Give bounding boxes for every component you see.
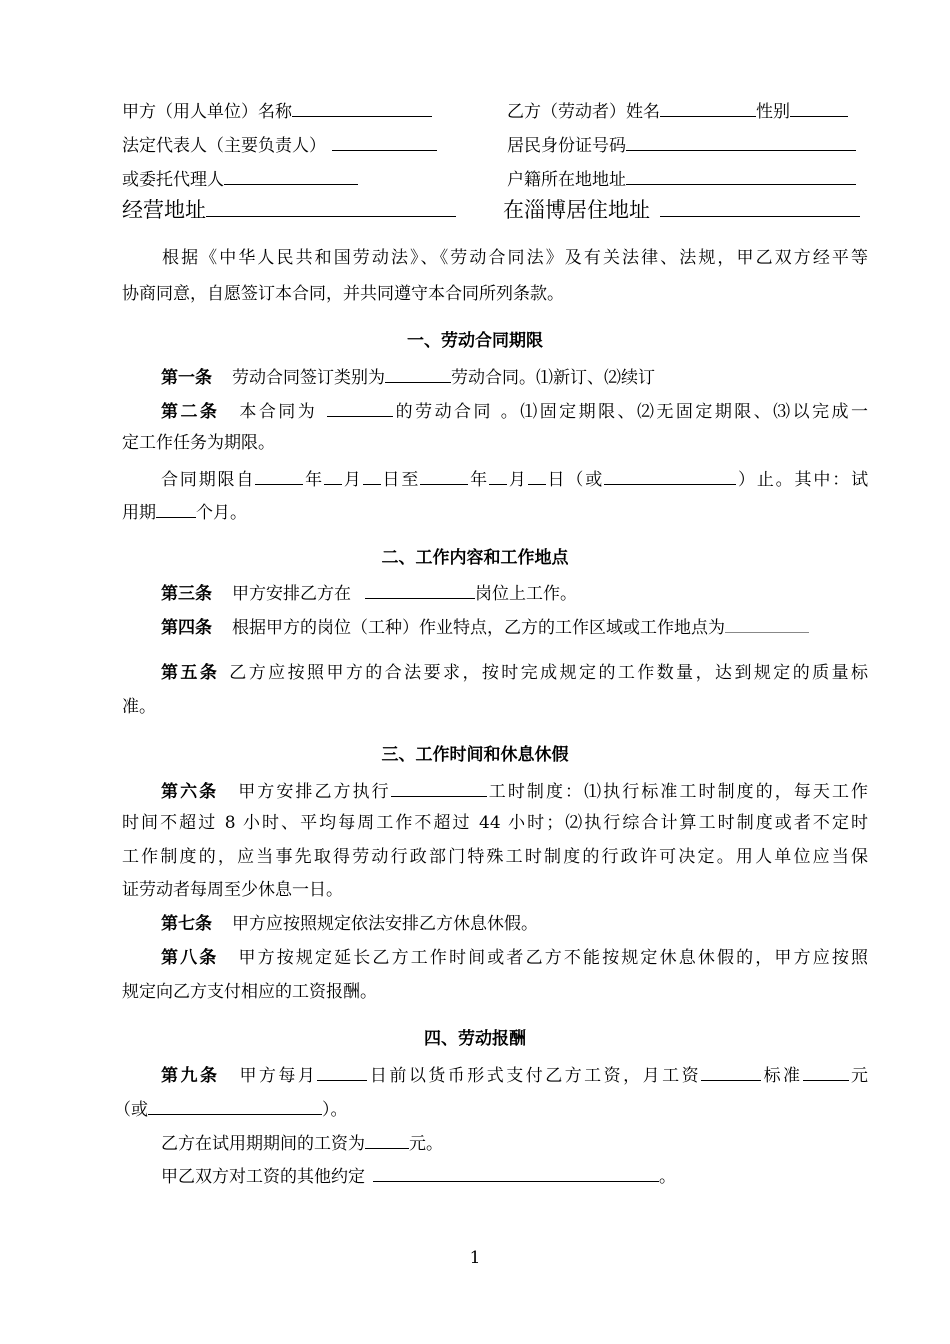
- business-address-blank[interactable]: [206, 194, 456, 217]
- other-wage-line: 甲乙双方对工资的其他约定 。: [161, 1163, 676, 1188]
- start-month-blank[interactable]: [324, 466, 342, 485]
- page-number: 1: [469, 1248, 481, 1268]
- id-number-field: 居民身份证号码: [507, 132, 856, 157]
- article-7: 第七条 甲方应按照规定依法安排乙方休息休假。: [161, 914, 538, 934]
- other-wage-blank[interactable]: [373, 1163, 659, 1182]
- employee-name-blank[interactable]: [660, 98, 756, 117]
- work-location-blank[interactable]: [725, 614, 809, 633]
- household-address-blank[interactable]: [626, 166, 856, 185]
- article-6-line-1: 第六条 甲方安排乙方执行 工时制度：⑴执行标准工时制度的，每天工作: [161, 778, 868, 803]
- probation-wage-blank[interactable]: [365, 1130, 409, 1149]
- section-4-title: 四、劳动报酬: [424, 1029, 526, 1049]
- probation-wage-line: 乙方在试用期期间的工资为 元。: [161, 1130, 443, 1155]
- gender-blank[interactable]: [790, 98, 848, 117]
- article-8-line-2: 规定向乙方支付相应的工资报酬。: [122, 982, 377, 1002]
- section-2-title: 二、工作内容和工作地点: [381, 548, 569, 568]
- start-day-blank[interactable]: [363, 466, 381, 485]
- zibo-address-blank[interactable]: [660, 194, 860, 217]
- article-6-line-4: 证劳动者每周至少休息一日。: [122, 880, 343, 900]
- section-3-title: 三、工作时间和休息休假: [381, 745, 569, 765]
- agent-blank[interactable]: [224, 166, 358, 185]
- employer-name-field: 甲方（用人单位）名称: [122, 98, 432, 123]
- article-1: 第一条 劳动合同签订类别为 劳动合同。⑴新订、⑵续订: [161, 364, 655, 389]
- employer-name-blank[interactable]: [292, 98, 432, 117]
- article-2-line-1: 第二条 本合同为 的劳动合同 。⑴固定期限、⑵无固定期限、⑶以完成一: [161, 398, 868, 423]
- article-2-line-2: 定工作任务为期限。: [122, 433, 275, 453]
- probation-months-blank[interactable]: [156, 499, 196, 518]
- contract-type-blank[interactable]: [385, 364, 451, 383]
- start-year-blank[interactable]: [255, 466, 303, 485]
- probation-line: 用期 个月。: [122, 499, 247, 524]
- end-day-blank[interactable]: [528, 466, 546, 485]
- end-month-blank[interactable]: [489, 466, 507, 485]
- article-5-line-2: 准。: [122, 697, 156, 717]
- contract-term-line: 合同期限自 年 月 日至 年 月 日（或 ）止。其中：试: [161, 466, 868, 491]
- id-number-blank[interactable]: [626, 132, 856, 151]
- zibo-address-field: 在淄博居住地址: [503, 194, 860, 223]
- pay-day-blank[interactable]: [317, 1062, 367, 1081]
- work-hours-system-blank[interactable]: [391, 778, 487, 797]
- preamble-line-2: 协商同意，自愿签订本合同，并共同遵守本合同所列条款。: [122, 284, 564, 304]
- monthly-wage-blank[interactable]: [701, 1062, 761, 1081]
- contract-term-type-blank[interactable]: [327, 398, 393, 417]
- employee-name-field: 乙方（劳动者）姓名 性别: [507, 98, 848, 123]
- article-4: 第四条 根据甲方的岗位（工种）作业特点，乙方的工作区域或工作地点为: [161, 614, 809, 639]
- article-9-line-1: 第九条 甲方每月 日前以货币形式支付乙方工资，月工资 标准 元: [161, 1062, 868, 1087]
- section-1-title: 一、劳动合同期限: [407, 331, 543, 351]
- alt-end-blank[interactable]: [604, 466, 736, 485]
- end-year-blank[interactable]: [420, 466, 468, 485]
- business-address-field: 经营地址: [122, 194, 456, 223]
- alt-wage-blank[interactable]: [148, 1096, 322, 1115]
- article-5-line-1: 第五条 乙方应按照甲方的合法要求，按时完成规定的工作数量，达到规定的质量标: [161, 663, 869, 683]
- article-6-line-2: 时间不超过 8 小时、平均每周工作不超过 44 小时；⑵执行综合计算工时制度或者不定时: [122, 813, 868, 833]
- preamble-line-1: 根据《中华人民共和国劳动法》、《劳动合同法》及有关法律、法规，甲乙双方经平等: [162, 248, 868, 268]
- household-address-field: 户籍所在地地址: [507, 166, 856, 191]
- article-8-line-1: 第八条 甲方按规定延长乙方工作时间或者乙方不能按规定休息休假的，甲方应按照: [161, 948, 869, 968]
- legal-rep-field: 法定代表人（主要负责人）: [122, 132, 437, 157]
- article-6-line-3: 工作制度的，应当事先取得劳动行政部门特殊工时制度的行政许可决定。用人单位应当保: [122, 847, 868, 867]
- article-3: 第三条 甲方安排乙方在 岗位上工作。: [161, 580, 577, 605]
- legal-rep-blank[interactable]: [332, 132, 437, 151]
- wage-standard-blank[interactable]: [803, 1062, 849, 1081]
- position-blank[interactable]: [365, 580, 475, 599]
- agent-field: 或委托代理人: [122, 166, 358, 191]
- article-9-line-2: （或 ）。: [114, 1096, 348, 1121]
